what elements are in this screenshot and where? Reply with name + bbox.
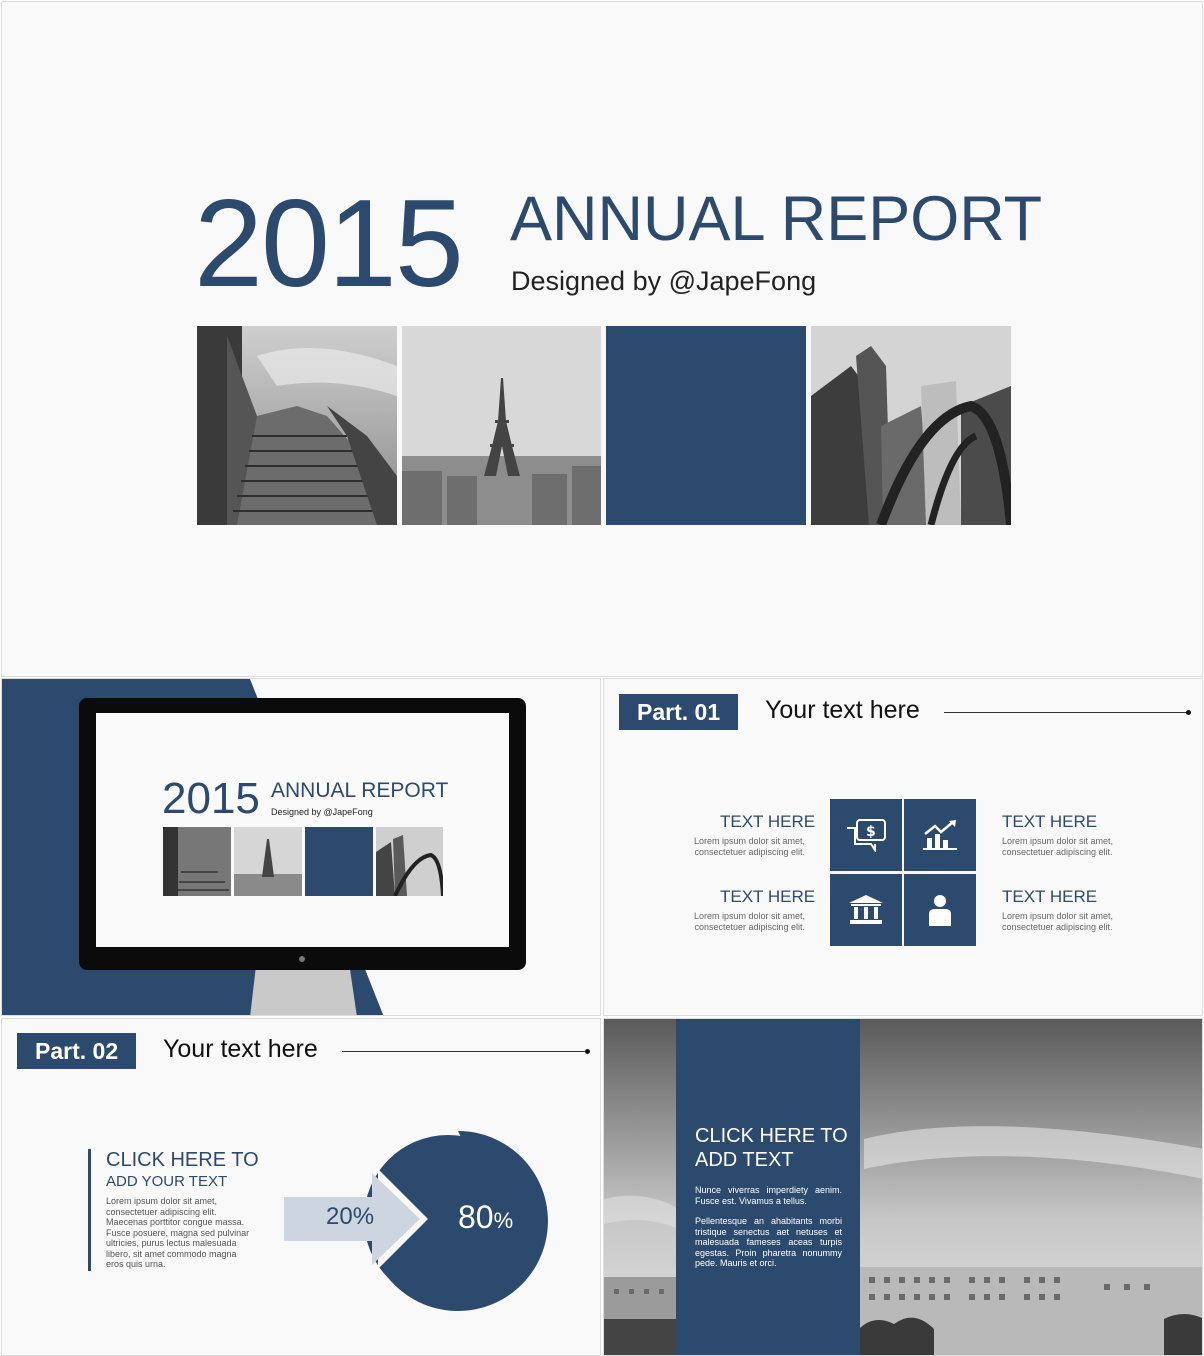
feature-3-title: TEXT HERE <box>720 887 816 906</box>
part-01-rule-dot <box>1186 710 1191 715</box>
part-02-slide[interactable] <box>1 1018 601 1356</box>
part-01-tag: Part. 01 <box>619 694 738 730</box>
chart-growth-icon <box>904 799 976 871</box>
panel-paragraph-2: Pellentesque an ahabitants morbi tristique senectus aet netuses et malesuada fameses aceas turpis egestas. Proin pharetra nonummy pede. Mauris et orci. <box>695 1216 842 1268</box>
photo-text-slide[interactable] <box>603 1018 1203 1356</box>
stairs-photo <box>197 326 397 525</box>
monitor-year: 2015 <box>162 774 260 823</box>
small-percentage: 20% <box>326 1203 375 1230</box>
part-02-rule-dot <box>585 1049 590 1054</box>
accent-bar <box>88 1149 91 1271</box>
report-subtitle: Designed by @JapeFong <box>511 266 817 296</box>
click-title: CLICK HERE TO <box>106 1149 259 1171</box>
percentage-graphic <box>280 1121 560 1311</box>
part-01-slide[interactable] <box>603 678 1203 1016</box>
large-percentage-value: 80 <box>458 1199 494 1235</box>
person-icon <box>904 874 976 946</box>
year-heading: 2015 <box>194 175 462 313</box>
click-subtitle: ADD YOUR TEXT <box>106 1173 228 1190</box>
feature-3-text: Lorem ipsum dolor sit amet, consectetuer adipiscing elit. <box>693 911 805 932</box>
monitor-title: ANNUAL REPORT <box>271 779 449 802</box>
feature-4-text: Lorem ipsum dolor sit amet, consectetuer adipiscing elit. <box>1002 911 1114 932</box>
panel-title-line1: CLICK HERE TO <box>695 1125 848 1147</box>
large-percentage-unit: % <box>493 1208 514 1233</box>
body-text: Lorem ipsum dolor sit amet, consectetuer adipiscing elit. Maecenas porttitor congue massa. Fusce posuere, magna sed pulvinar ultricies, purus lectus malesuada libero, sit amet commodo magna eros quis urna. <box>106 1196 250 1269</box>
large-percentage <box>458 1199 513 1236</box>
feature-1-title: TEXT HERE <box>720 812 816 831</box>
part-01-heading: Your text here <box>765 696 920 724</box>
navy-tile <box>606 326 806 525</box>
monitor-subtitle: Designed by @JapeFong <box>271 807 373 817</box>
monitor-tiles <box>163 827 443 896</box>
bank-icon <box>830 874 902 946</box>
money-chat-icon <box>830 799 902 871</box>
eiffel-tower-photo <box>402 326 601 525</box>
panel-title-line2: ADD TEXT <box>695 1149 794 1171</box>
part-02-heading: Your text here <box>163 1035 318 1063</box>
part-01-rule <box>944 712 1188 713</box>
feature-2-title: TEXT HERE <box>1002 812 1098 831</box>
svg-text:$: $ <box>866 824 876 840</box>
panel-paragraph-1: Nunce viverras imperdiety aenim. Fusce est. Vivamus a tellus. <box>695 1185 842 1206</box>
part-02-rule <box>342 1051 588 1052</box>
part-02-tag: Part. 02 <box>17 1033 136 1069</box>
report-title: ANNUAL REPORT <box>510 184 1043 254</box>
feature-1-text: Lorem ipsum dolor sit amet, consectetuer adipiscing elit. <box>693 836 805 857</box>
feature-2-text: Lorem ipsum dolor sit amet, consectetuer adipiscing elit. <box>1002 836 1114 857</box>
skyscrapers-photo <box>811 326 1011 525</box>
feature-4-title: TEXT HERE <box>1002 887 1098 906</box>
monitor-slide[interactable] <box>1 678 601 1016</box>
title-slide[interactable] <box>1 1 1203 677</box>
